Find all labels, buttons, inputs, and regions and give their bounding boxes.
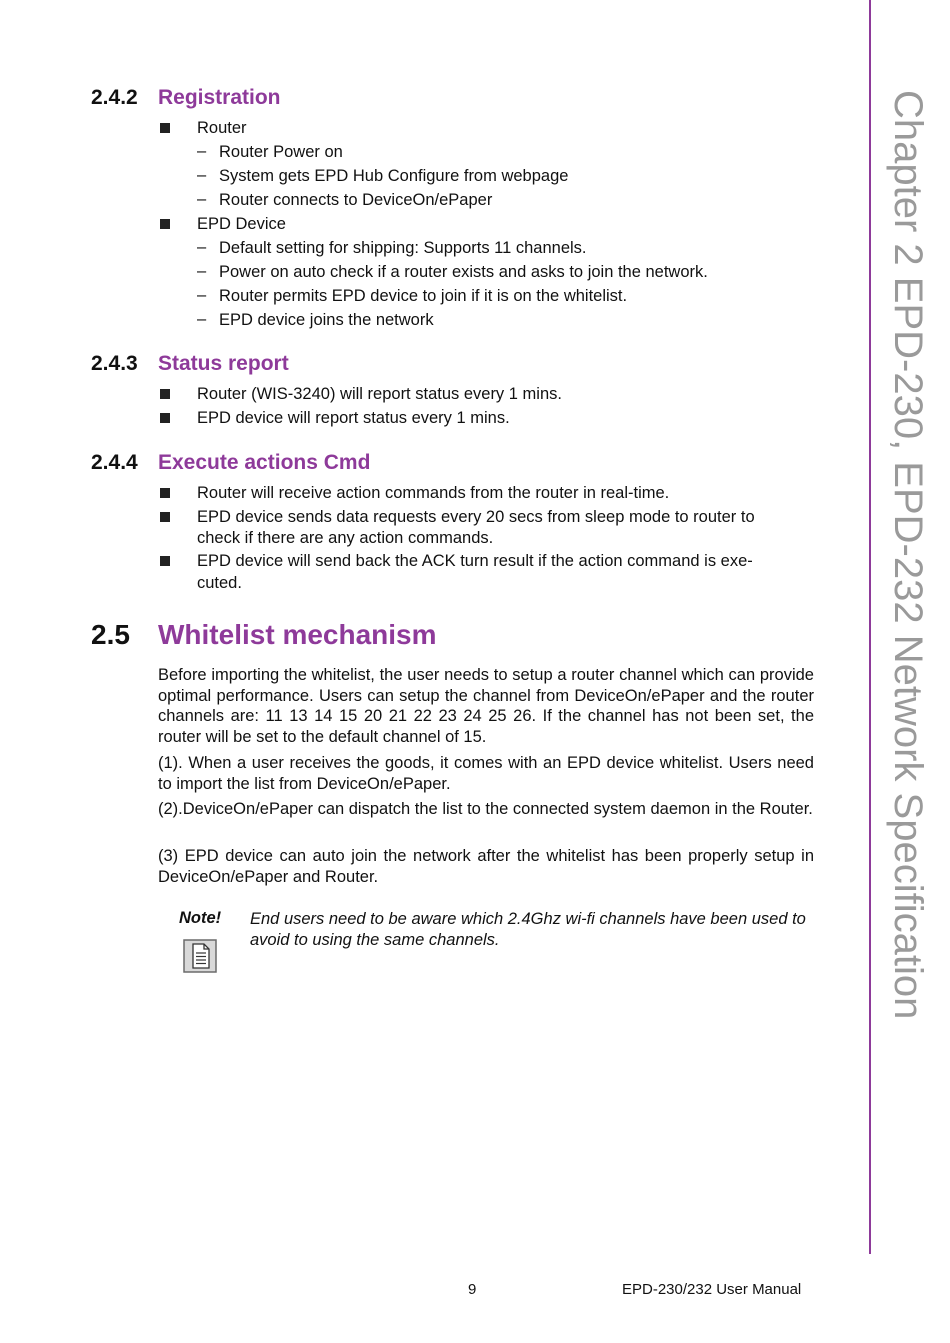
bullet-icon (160, 488, 170, 498)
bullet-icon (160, 123, 170, 133)
section-title-execute: Execute actions Cmd (158, 451, 371, 474)
list-item: Router connects to DeviceOn/ePaper (219, 191, 493, 209)
list-item: Router permits EPD device to join if it is on the whitelist. (219, 287, 628, 305)
list-item: Router (WIS-3240) will report status every 1 mins. (197, 385, 562, 403)
document-note-icon (183, 939, 217, 973)
list-item: Router will receive action commands from the router in real-time. (197, 484, 670, 502)
section-title-registration: Registration (158, 86, 281, 109)
dash-icon: – (197, 310, 207, 328)
list-item: Power on auto check if a router exists and asks to join the network. (219, 263, 708, 281)
dash-icon: – (197, 166, 207, 184)
bullet-icon (160, 219, 170, 229)
section-number-registration: 2.4.2 (91, 86, 138, 109)
list-item: EPD device sends data requests every 20 secs from sleep mode to router to (197, 508, 755, 526)
paragraph: (3) EPD device can auto join the network after the whitelist has been properly setup in DeviceOn/ePaper and Router. (158, 847, 814, 886)
section-number-whitelist: 2.5 (91, 619, 130, 650)
list-item: Router Power on (219, 143, 343, 161)
paragraph: (2).DeviceOn/ePaper can dispatch the list to the connected system daemon in the Router. (158, 800, 813, 818)
note-text: End users need to be aware which 2.4Ghz wi-fi channels have been used to avoid to using the same channels. (250, 910, 806, 949)
bullet-icon (160, 413, 170, 423)
chapter-side-title: Chapter 2 EPD-230, EPD-232 Network Specification (886, 90, 930, 1020)
dash-icon: – (197, 286, 207, 304)
note-label: Note! (179, 909, 222, 927)
section-number-execute: 2.4.4 (91, 451, 138, 474)
paragraph: Before importing the whitelist, the user needs to setup a router channel which can provide optimal performance. Users can setup the channel from DeviceOn/ePaper and the router channels are: 11 13 14 15 20 21 22 23 24 25 26. If the channel has not been set, the router will be set to the default channel of 15. (158, 666, 814, 746)
bullet-icon (160, 389, 170, 399)
list-item: System gets EPD Hub Configure from webpage (219, 167, 569, 185)
page-number: 9 (468, 1281, 477, 1298)
dash-icon: – (197, 190, 207, 208)
manual-title: EPD-230/232 User Manual (622, 1281, 802, 1298)
list-item: EPD device will report status every 1 mins. (197, 409, 510, 427)
bullet-icon (160, 556, 170, 566)
list-item: Default setting for shipping: Supports 11 channels. (219, 239, 587, 257)
side-divider (869, 0, 871, 1254)
list-item: EPD device joins the network (219, 311, 434, 329)
list-item: cuted. (197, 574, 242, 592)
section-number-status: 2.4.3 (91, 352, 138, 375)
list-item: Router (197, 119, 247, 137)
paragraph: (1). When a user receives the goods, it comes with an EPD device whitelist. Users need to import the list from DeviceOn/ePaper. (158, 754, 814, 793)
dash-icon: – (197, 238, 207, 256)
dash-icon: – (197, 142, 207, 160)
section-title-whitelist: Whitelist mechanism (158, 619, 437, 650)
list-item: EPD Device (197, 215, 286, 233)
list-item: EPD device will send back the ACK turn result if the action command is exe- (197, 552, 753, 570)
bullet-icon (160, 512, 170, 522)
section-title-status: Status report (158, 352, 289, 375)
dash-icon: – (197, 262, 207, 280)
list-item: check if there are any action commands. (197, 529, 494, 547)
